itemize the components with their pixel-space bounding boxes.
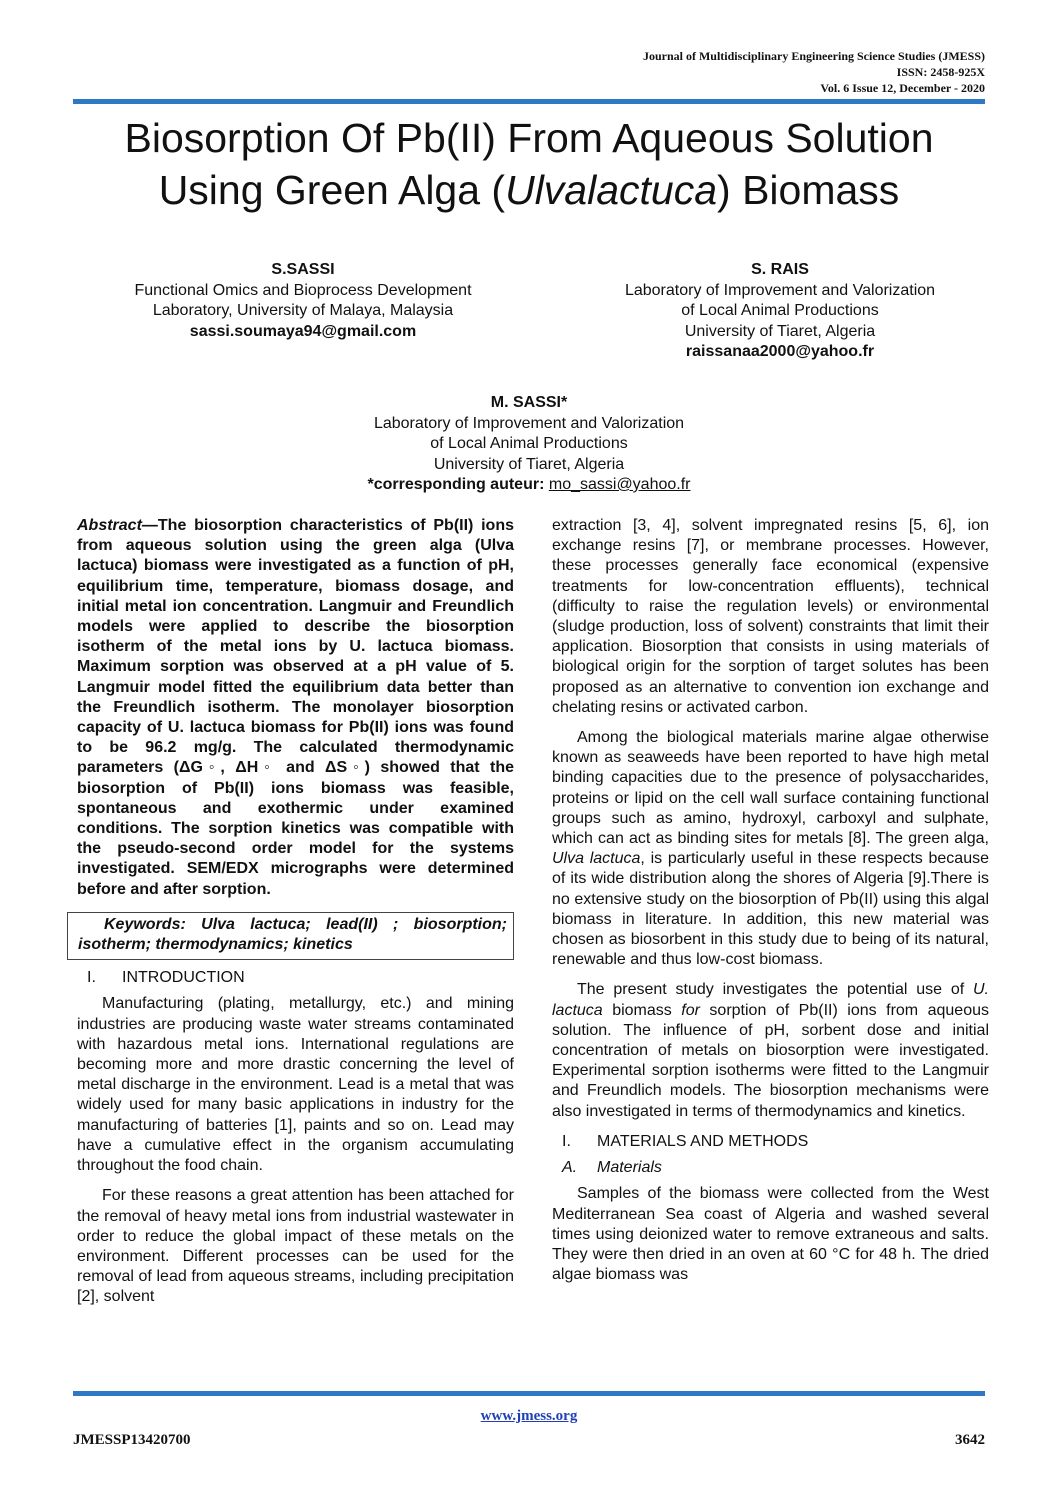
author-affiliation: Laboratory, University of Malaya, Malaysia	[152, 302, 454, 319]
paper-id: JMESSP13420700	[73, 1432, 191, 1448]
corresponding-author	[319, 475, 739, 496]
paragraph-text: , is particularly useful in these respects because of its wide distribution along the shores of Algeria [9].There is no extensive study on the biosorption of Pb(II) using this algal biomass in literature. In addition, this new material was chosen as biosorbent in this study due to being of its natural, renewable and thus low-cost biomass.	[552, 850, 989, 969]
author-email[interactable]: sassi.soumaya94@gmail.com	[189, 322, 417, 340]
author-affiliation: University of Tiaret, Algeria	[684, 322, 876, 340]
author-affiliation: Laboratory of Improvement and Valorization	[624, 281, 936, 299]
paragraph-italic: for	[681, 1001, 700, 1019]
species-name: U. lactuca	[552, 981, 989, 1019]
corresponding-label: *corresponding auteur:	[367, 476, 549, 493]
author-affiliation: University of Tiaret, Algeria	[433, 455, 625, 473]
journal-volume: Vol. 6 Issue 12, December - 2020	[820, 81, 985, 95]
author-block-3	[319, 393, 739, 496]
title-line-1: Biosorption Of Pb(II) From Aqueous Solution	[124, 115, 934, 161]
section-title: MATERIALS AND METHODS	[597, 1132, 809, 1150]
paragraph-text: The present study investigates the potential use of	[577, 981, 973, 999]
journal-issn: ISSN: 2458-925X	[896, 65, 985, 79]
paper-title	[40, 112, 1018, 216]
footer-rule	[73, 1391, 985, 1396]
paragraph: Samples of the biomass were collected from the West Mediterranean Sea coast of Algeria and washed several times using deionized water to remove extraneous and salts. They were then dried in an oven at 60 °C for 48 h. The dried algae biomass was	[552, 1185, 989, 1284]
header-rule	[73, 99, 985, 104]
paragraph: Manufacturing (plating, metallurgy, etc.) and mining industries are producing waste water streams contaminated with hazardous metal ions. International regulations are becoming more and more drastic concerning the level of metal discharge in the environment. Lead is a metal that was widely used for many basic applications in industry for the manufacturing of batteries [1], paints and so on. Lead may have a cumulative effect in the organism accumulating throughout the food chain.	[77, 995, 514, 1175]
abstract	[77, 516, 514, 900]
left-column	[77, 516, 514, 1318]
journal-url-link[interactable]: www.jmess.org	[480, 1408, 578, 1424]
subsection-number: A.	[562, 1159, 578, 1177]
author-name: S.SASSI	[271, 261, 335, 278]
abstract-text: —The biosorption characteristics of Pb(II) ions from aqueous solution using the green alga (Ulva lactuca) biomass were investigated as a function of pH, equilibrium time, temperature, biomass dosage, and initial metal ion concentration. Langmuir and Freundlich models were applied to describe the biosorption isotherm of the metal ions by U. lactuca biomass. Maximum sorption was observed at a pH value of 5. Langmuir model fitted the equilibrium data better than the Freundlich isotherm. The monolayer biosorption capacity of U. lactuca biomass for Pb(II) ions was found to be 96.2 mg/g. The calculated thermodynamic parameters (ΔG◦, ΔH◦ and ΔS◦) showed that the biosorption of Pb(II) ions biomass was feasible, spontaneous and exothermic under examined conditions. The sorption kinetics was compatible with the pseudo-second order model for the systems investigated. SEM/EDX micrographs were determined before and after sorption.	[77, 517, 514, 898]
journal-header	[643, 48, 985, 96]
author-name: S. RAIS	[751, 261, 809, 278]
section-title: INTRODUCTION	[122, 969, 245, 987]
author-affiliation: of Local Animal Productions	[430, 435, 628, 452]
author-email[interactable]: mo_sassi@yahoo.fr	[548, 476, 691, 493]
subsection-heading-materials	[552, 1158, 989, 1178]
paragraph: For these reasons a great attention has been attached for the removal of heavy metal ions from industrial wastewater in order to reduce the global impact of these metals on the environment. Different processes can be used for the removal of lead from aqueous streams, including precipitation [2], solvent	[77, 1187, 514, 1306]
title-line-2-post: ) Biomass	[717, 167, 900, 213]
author-block-2	[590, 260, 970, 363]
author-affiliation: of Local Animal Productions	[681, 302, 879, 319]
paragraph: extraction [3, 4], solvent impregnated resins [5, 6], ion exchange resins [7], or membrane processes. However, these processes generally face economical (expensive treatments for low-concentration effluents), technical (difficulty to raise the regulation levels) or environmental (sludge production, loss of solvent) constraints that limit their application. Biosorption that consists in using materials of biological origin for the sorption of target solutes has been proposed as an alternative to convention ion exchange and chelating resins or activated carbon.	[552, 517, 989, 716]
page-number: 3642	[955, 1432, 985, 1448]
author-block-1	[98, 260, 508, 342]
paragraph	[552, 980, 989, 1121]
author-affiliation: Functional Omics and Bioprocess Development	[134, 281, 472, 299]
title-species: Ulvalactuca	[505, 167, 718, 213]
paragraph-text: Among the biological materials marine algae otherwise known as seaweeds have been reported to have high metal binding capacities due to the presence of polysaccharides, proteins or lipid on the cell wall surface containing functional groups such as amino, hydroxyl, carboxyl and sulphate, which can act as binding sites for metals [8]. The green alga,	[552, 729, 989, 848]
paragraph-text: sorption of Pb(II) ions from aqueous solution. The influence of pH, sorbent dose and initial concentration of metals on biosorption were investigated. Experimental sorption isotherms were fitted to the Langmuir and Freundlich models. The biosorption mechanisms were also investigated in terms of thermodynamics and kinetics.	[552, 1001, 990, 1120]
keywords-box: Keywords: Ulva lactuca; lead(II) ; biosorption; isotherm; thermodynamics; kinetics	[67, 912, 514, 960]
paragraph	[552, 728, 989, 970]
title-line-2-pre: Using Green Alga (	[158, 167, 506, 213]
author-email[interactable]: raissanaa2000@yahoo.fr	[685, 343, 875, 360]
journal-name: Journal of Multidisciplinary Engineering Science Studies (JMESS)	[642, 49, 985, 63]
section-heading-materials-methods	[552, 1132, 989, 1152]
right-column	[552, 516, 989, 1295]
subsection-title: Materials	[597, 1159, 662, 1177]
author-name: M. SASSI*	[490, 394, 568, 411]
section-number: I.	[562, 1132, 571, 1150]
species-name: Ulva lactuca	[552, 850, 641, 868]
section-heading-introduction	[77, 968, 514, 988]
paragraph-text: biomass	[602, 1001, 682, 1019]
section-number: I.	[87, 969, 96, 987]
author-affiliation: Laboratory of Improvement and Valorization	[373, 414, 685, 432]
abstract-label: Abstract	[77, 517, 142, 534]
